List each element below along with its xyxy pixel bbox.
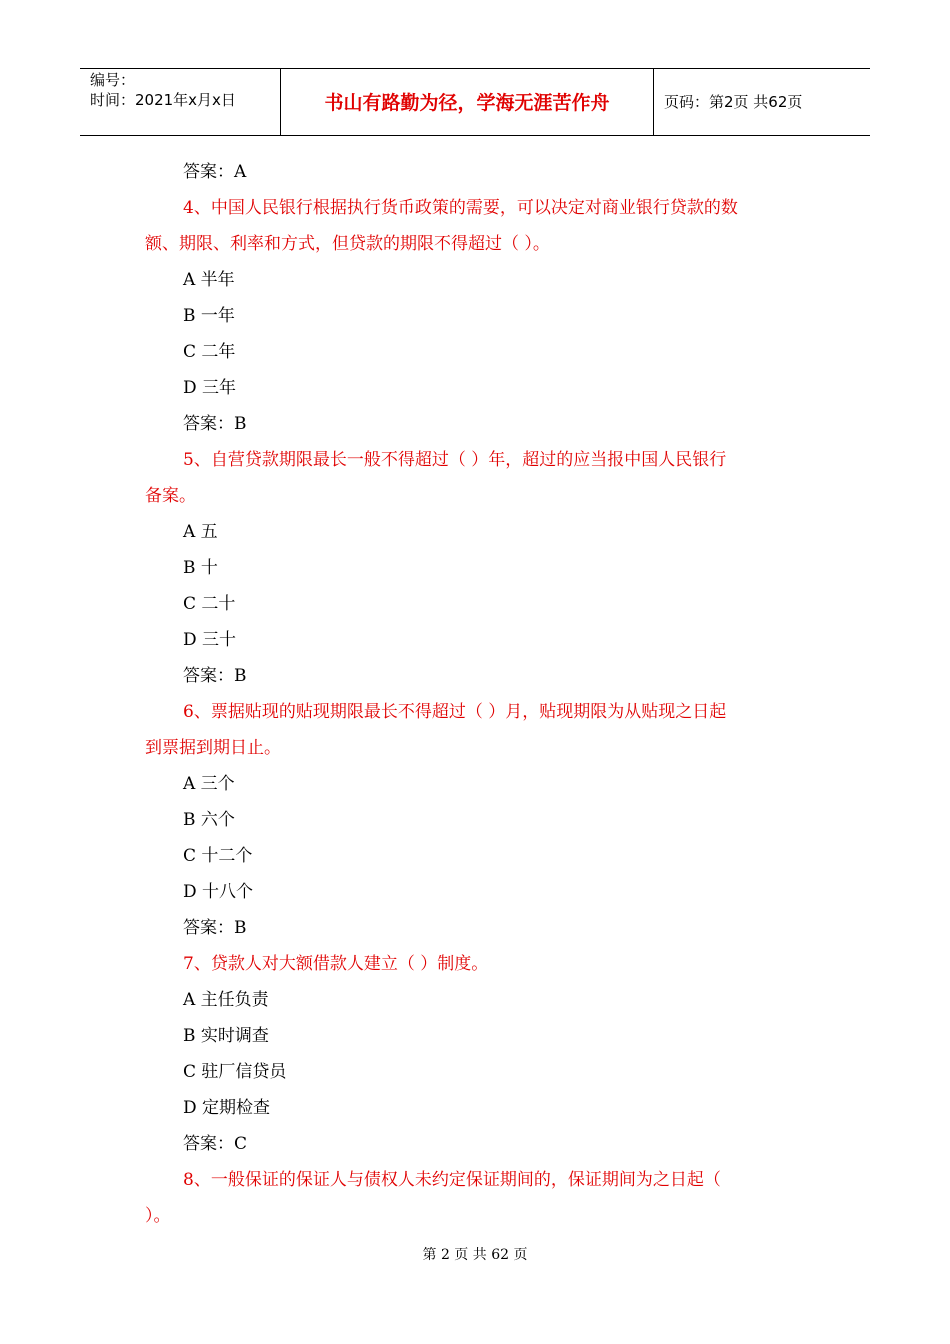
q7-option-a: A 主任负责 (183, 990, 269, 1010)
q7-option-d: D 定期检查 (183, 1098, 271, 1118)
q8-question-line2: ）。 (145, 1206, 171, 1226)
q6-option-a: A 三个 (183, 774, 235, 794)
q5-answer: 答案：B (183, 666, 247, 686)
q5-option-a: A 五 (183, 522, 218, 542)
q7-question-line1: 7、贷款人对大额借款人建立（ ）制度。 (183, 954, 489, 974)
q5-option-c: C 二十 (183, 594, 236, 614)
page-footer: 第 2 页 共 62 页 (422, 1247, 528, 1263)
q4-question-line2: 额、期限、利率和方式，但贷款的期限不得超过（ ）。 (145, 234, 550, 254)
question-list (145, 154, 825, 1234)
q4-answer: 答案：B (183, 414, 247, 434)
q4-option-d: D 三年 (183, 378, 237, 398)
q5-question-line2: 备案。 (145, 486, 196, 506)
q7-option-c: C 驻厂信贷员 (183, 1062, 287, 1082)
q7-answer: 答案：C (183, 1134, 248, 1154)
header-meta-cell (80, 69, 281, 135)
header-page-cell (654, 69, 870, 135)
q4-question-line1: 4、中国人民银行根据执行货币政策的需要，可以决定对商业银行贷款的数 (183, 198, 738, 218)
motto-text: 书山有路勤为径，学海无涯苦作舟 (324, 92, 610, 114)
q6-option-d: D 十八个 (183, 882, 254, 902)
header-page-info: 页码：第2页 共62页 (664, 93, 803, 111)
serial-number-label: 编号： (90, 71, 136, 89)
q4-option-b: B 一年 (183, 306, 235, 326)
date-label: 时间：2021年x月x日 (90, 91, 236, 109)
q6-question-line2: 到票据到期日止。 (145, 738, 281, 758)
q6-answer: 答案：B (183, 918, 247, 938)
q6-question-line1: 6、票据贴现的贴现期限最长不得超过（ ）月，贴现期限为从贴现之日起 (183, 702, 727, 722)
q6-option-b: B 六个 (183, 810, 235, 830)
q5-question-line1: 5、自营贷款期限最长一般不得超过（ ）年，超过的应当报中国人民银行 (183, 450, 727, 470)
q3-answer: 答案：A (183, 162, 247, 182)
header-motto-cell (281, 69, 654, 135)
q5-option-b: B 十 (183, 558, 218, 578)
q4-option-a: A 半年 (183, 270, 235, 290)
q5-option-d: D 三十 (183, 630, 237, 650)
document-header (80, 68, 870, 136)
q8-question-line1: 8、一般保证的保证人与债权人未约定保证期间的，保证期间为之日起（ (183, 1170, 721, 1190)
q7-option-b: B 实时调查 (183, 1026, 269, 1046)
q4-option-c: C 二年 (183, 342, 236, 362)
q6-option-c: C 十二个 (183, 846, 253, 866)
